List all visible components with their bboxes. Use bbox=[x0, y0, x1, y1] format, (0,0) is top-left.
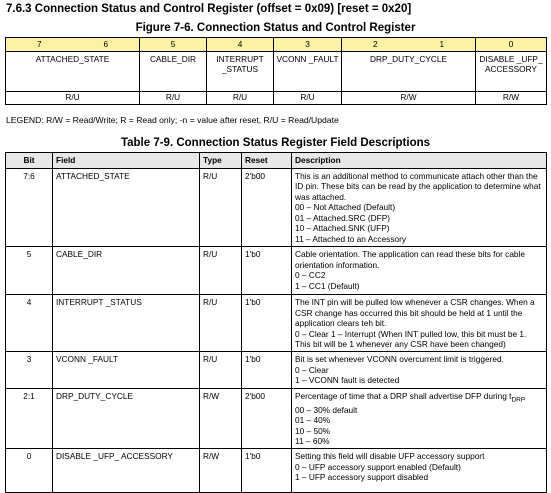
description-line: 0 – Clear bbox=[295, 364, 329, 375]
description-line: Bit is set whenever VCONN overcurrent limit is triggered. bbox=[295, 354, 504, 365]
description-line: 11 – Attached to an Accessory bbox=[295, 233, 407, 244]
cell-type: R/U bbox=[200, 169, 242, 247]
bit-label: 1 bbox=[409, 38, 476, 52]
register-field-access: R/U bbox=[274, 92, 342, 105]
field-description-table bbox=[5, 152, 547, 493]
description-line: 11 – 60% bbox=[295, 436, 330, 446]
table-row bbox=[6, 352, 547, 388]
cell-reset: 1'b0 bbox=[242, 449, 292, 493]
description-line: This is an additional method to communicate attach other than the ID pin. These bits can be read by the application to determine what was attached. bbox=[295, 171, 541, 202]
table-row bbox=[6, 388, 547, 449]
cell-description bbox=[292, 449, 547, 493]
cell-description bbox=[292, 352, 547, 388]
cell-description bbox=[292, 169, 547, 247]
register-field-name: DRP_DUTY_CYCLE bbox=[342, 52, 476, 92]
cell-bit: 5 bbox=[6, 247, 53, 295]
cell-field: DISABLE _UFP_ ACCESSORY bbox=[53, 449, 200, 493]
register-field-access: R/W bbox=[342, 92, 476, 105]
register-field-name: CABLE_DIR bbox=[140, 52, 207, 92]
table-row bbox=[6, 295, 547, 352]
bit-label: 2 bbox=[342, 38, 409, 52]
cell-type: R/W bbox=[200, 388, 242, 449]
table-row bbox=[6, 449, 547, 493]
cell-field: ATTACHED_STATE bbox=[53, 169, 200, 247]
register-field-name: ATTACHED_STATE bbox=[6, 52, 140, 92]
cell-description bbox=[292, 247, 547, 295]
description-line: 10 – Attached.SNK (UFP) bbox=[295, 223, 390, 234]
description-line: 0 – CC2 bbox=[295, 270, 326, 281]
description-line: 01 – 40% bbox=[295, 415, 331, 426]
header-description: Description bbox=[292, 153, 547, 169]
register-field-access: R/U bbox=[207, 92, 274, 105]
bit-label: 3 bbox=[274, 38, 342, 52]
description-line: Cable orientation. The application can read these bits for cable orientation information. bbox=[295, 249, 525, 270]
register-field-access: R/U bbox=[140, 92, 207, 105]
bit-label: 7 bbox=[6, 38, 73, 52]
cell-field: DRP_DUTY_CYCLE bbox=[53, 388, 200, 449]
cell-type: R/U bbox=[200, 352, 242, 388]
table-row bbox=[6, 247, 547, 295]
description-line: 1 – CC1 (Default) bbox=[295, 280, 360, 291]
header-bit: Bit bbox=[6, 153, 53, 169]
description-line: 0 – Clear 1 – Interrupt (When INT pulled low, this bit must be 1. This bit will be 1 whenever any CSR have been changed) bbox=[295, 328, 527, 349]
cell-reset: 1'b0 bbox=[242, 247, 292, 295]
description-line: 00 – 30% default bbox=[295, 404, 358, 415]
description-line: The INT pin will be pulled low whenever a CSR changes. When a CSR change has occurred this bit should be held at 1 until the application clears teh bit. bbox=[295, 297, 535, 329]
register-field-name: DISABLE _UFP_ ACCESSORY bbox=[476, 52, 547, 92]
cell-bit: 4 bbox=[6, 295, 53, 352]
description-subscript: DRP bbox=[511, 396, 526, 404]
cell-reset: 1'b0 bbox=[242, 295, 292, 352]
cell-description bbox=[292, 295, 547, 352]
cell-type: R/U bbox=[200, 295, 242, 352]
cell-field: INTERRUPT _STATUS bbox=[53, 295, 200, 352]
description-line: 0 – UFP accessory support enabled (Default) bbox=[295, 461, 461, 472]
register-figure bbox=[5, 37, 547, 105]
cell-description bbox=[292, 388, 547, 449]
cell-bit: 3 bbox=[6, 352, 53, 388]
cell-type: R/W bbox=[200, 449, 242, 493]
register-field-name: INTERRUPT _STATUS bbox=[207, 52, 274, 92]
bit-label: 5 bbox=[140, 38, 207, 52]
cell-reset: 1'b0 bbox=[242, 352, 292, 388]
description-line bbox=[295, 391, 543, 405]
cell-bit: 7:6 bbox=[6, 169, 53, 247]
figure-caption: Figure 7-6. Connection Status and Control Register bbox=[135, 22, 416, 34]
header-type: Type bbox=[200, 153, 242, 169]
cell-bit: 0 bbox=[6, 449, 53, 493]
header-reset: Reset bbox=[242, 153, 292, 169]
cell-type: R/U bbox=[200, 247, 242, 295]
bit-label: 4 bbox=[207, 38, 274, 52]
table-header-row bbox=[6, 153, 547, 169]
cell-field: VCONN _FAULT bbox=[53, 352, 200, 388]
cell-reset: 2'b00 bbox=[242, 388, 292, 449]
bit-label: 6 bbox=[73, 38, 140, 52]
description-line: 01 – Attached.SRC (DFP) bbox=[295, 212, 390, 223]
description-intro: Percentage of time that a DRP shall advertise DFP during t bbox=[295, 390, 512, 401]
description-line: 1 – UFP accessory support disabled bbox=[295, 472, 429, 483]
bit-label: 0 bbox=[476, 38, 547, 52]
cell-reset: 2'b00 bbox=[242, 169, 292, 247]
description-line: 1 – VCONN fault is detected bbox=[295, 375, 400, 386]
description-line: 00 – Not Attached (Default) bbox=[295, 202, 396, 213]
description-line: Setting this field will disable UFP accessory support bbox=[295, 451, 485, 462]
cell-bit: 2:1 bbox=[6, 388, 53, 449]
table-caption: Table 7-9. Connection Status Register Field Descriptions bbox=[120, 137, 431, 149]
register-legend: LEGEND: R/W = Read/Write; R = Read only; -n = value after reset, R/U = Read/Update bbox=[6, 115, 339, 125]
header-field: Field bbox=[53, 153, 200, 169]
section-heading: 7.6.3 Connection Status and Control Register (offset = 0x09) [reset = 0x20] bbox=[6, 3, 412, 15]
register-field-name: VCONN _FAULT bbox=[274, 52, 342, 92]
register-field-access: R/W bbox=[476, 92, 547, 105]
table-row bbox=[6, 169, 547, 247]
register-field-access: R/U bbox=[6, 92, 140, 105]
description-line: 10 – 50% bbox=[295, 425, 331, 436]
cell-field: CABLE_DIR bbox=[53, 247, 200, 295]
